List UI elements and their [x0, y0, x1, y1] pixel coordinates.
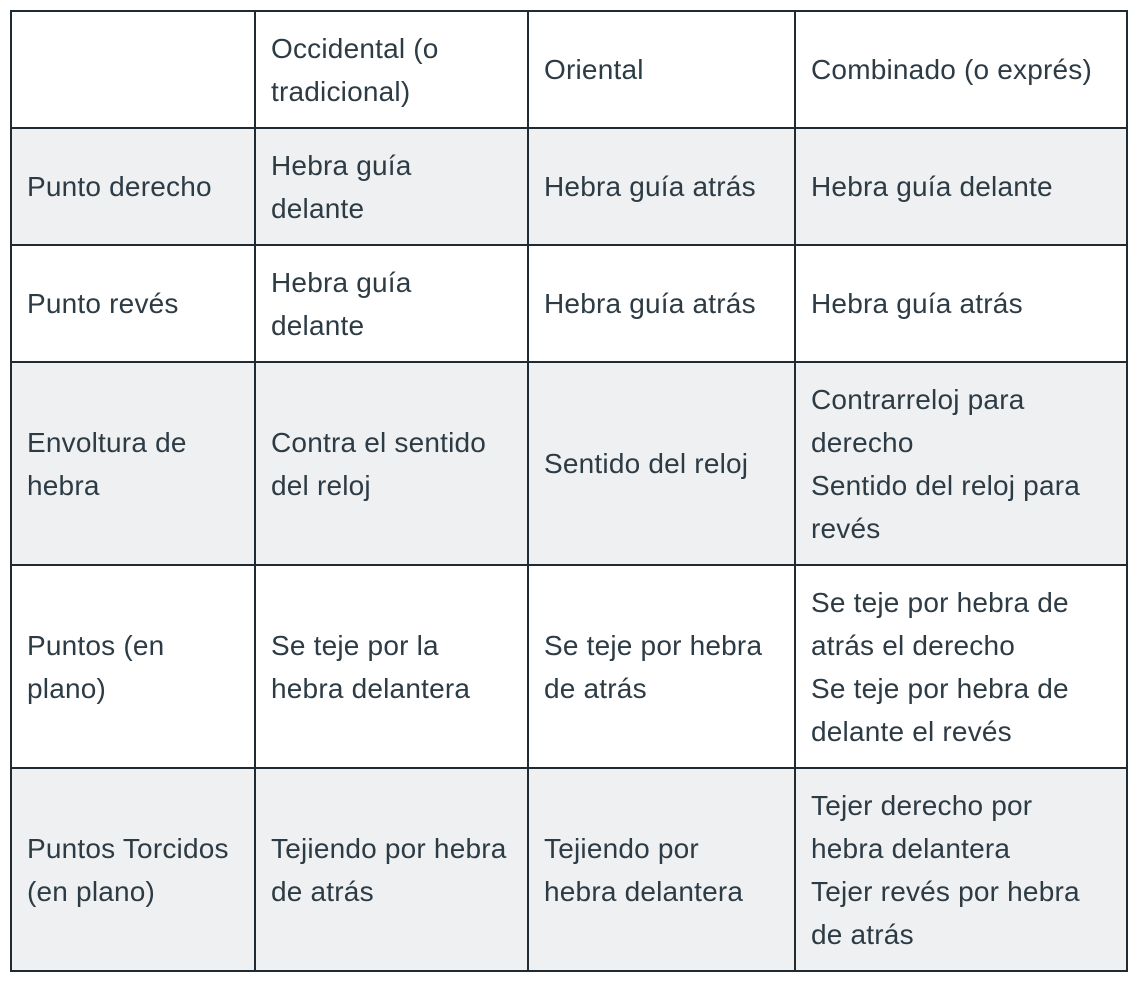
cell-occidental: Hebra guía delante	[255, 128, 528, 245]
header-cell-oriental: Oriental	[528, 11, 795, 128]
table-row	[11, 362, 1127, 565]
row-label: Punto derecho	[11, 128, 255, 245]
cell-line: Tejer revés por hebra de atrás	[811, 875, 1080, 950]
cell-occidental: Contra el sentido del reloj	[255, 362, 528, 565]
row-label: Puntos Torcidos (en plano)	[11, 768, 255, 971]
cell-combinado	[795, 128, 1127, 245]
header-row	[11, 11, 1127, 128]
row-label: Punto revés	[11, 245, 255, 362]
cell-line: Hebra guía atrás	[811, 288, 1023, 319]
cell-oriental: Tejiendo por hebra delantera	[528, 768, 795, 971]
cell-line: Sentido del reloj para revés	[811, 469, 1081, 544]
cell-line: Contrarreloj para derecho	[811, 383, 1025, 458]
cell-oriental: Hebra guía atrás	[528, 128, 795, 245]
cell-oriental: Se teje por hebra de atrás	[528, 565, 795, 768]
table-row	[11, 768, 1127, 971]
cell-occidental: Tejiendo por hebra de atrás	[255, 768, 528, 971]
header-cell-empty	[11, 11, 255, 128]
cell-line: Se teje por hebra de atrás el derecho	[811, 586, 1069, 661]
cell-oriental: Hebra guía atrás	[528, 245, 795, 362]
cell-line: Hebra guía delante	[811, 171, 1053, 202]
cell-occidental: Hebra guía delante	[255, 245, 528, 362]
cell-oriental: Sentido del reloj	[528, 362, 795, 565]
table-row	[11, 565, 1127, 768]
knitting-styles-table	[10, 10, 1128, 972]
cell-combinado	[795, 565, 1127, 768]
header-cell-combinado: Combinado (o exprés)	[795, 11, 1127, 128]
table-row	[11, 128, 1127, 245]
row-label: Envoltura de hebra	[11, 362, 255, 565]
header-cell-occidental: Occidental (o tradicional)	[255, 11, 528, 128]
cell-combinado	[795, 768, 1127, 971]
row-label: Puntos (en plano)	[11, 565, 255, 768]
cell-occidental: Se teje por la hebra delantera	[255, 565, 528, 768]
cell-line: Tejer derecho por hebra delantera	[811, 789, 1033, 864]
cell-combinado	[795, 362, 1127, 565]
cell-line: Se teje por hebra de delante el revés	[811, 672, 1069, 747]
table-row	[11, 245, 1127, 362]
cell-combinado	[795, 245, 1127, 362]
